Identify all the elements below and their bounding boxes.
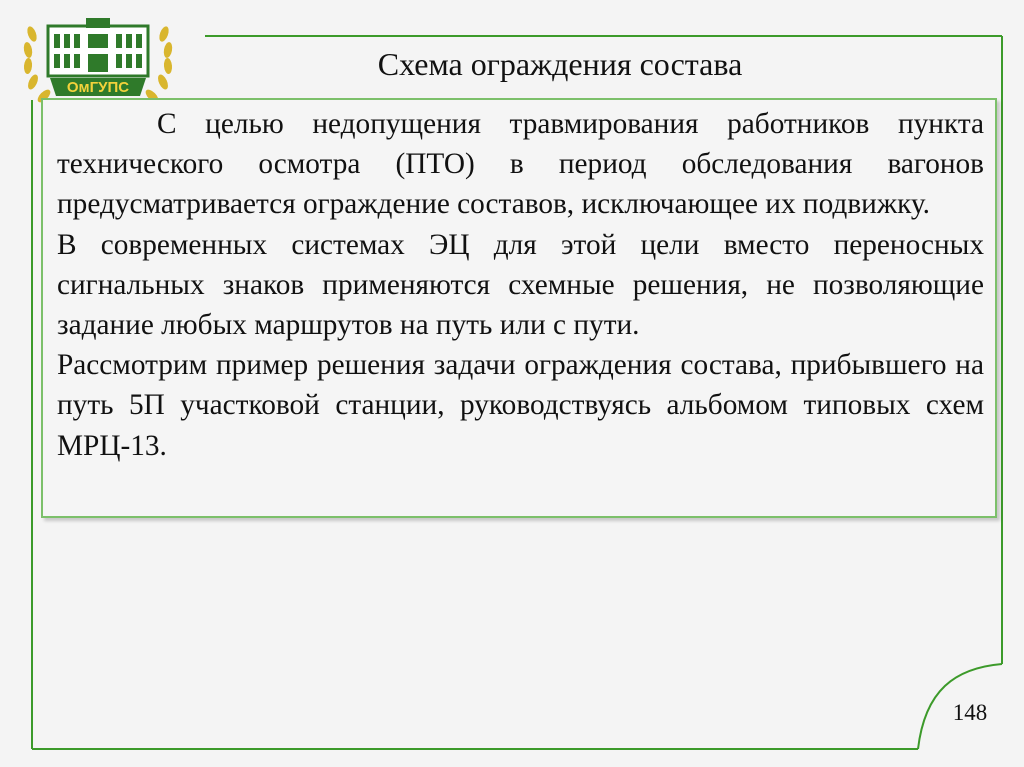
- paragraph-2: В современных системах ЭЦ для этой цели вместо переносных сигнальных знаков применяются схемные решения, не позволяющие задание любых маршрутов на путь или с пути.: [57, 228, 984, 342]
- page-number: 148: [952, 700, 988, 725]
- slide-title: Схема ограждения состава: [377, 46, 743, 82]
- logo-text: ОмГУПС: [66, 79, 130, 96]
- paragraph-3: Рассмотрим пример решения задачи ограждения состава, прибывшего на путь 5П участковой станции, руководствуясь альбомом типовых схем МРЦ-13.: [57, 349, 984, 462]
- paragraph-1: С целью недопущения травмирования работников пункта технического осмотра (ПТО) в период обследования вагонов предусматривается ограждение составов, исключающее их подвижку.: [57, 108, 984, 221]
- content-box: [41, 98, 997, 518]
